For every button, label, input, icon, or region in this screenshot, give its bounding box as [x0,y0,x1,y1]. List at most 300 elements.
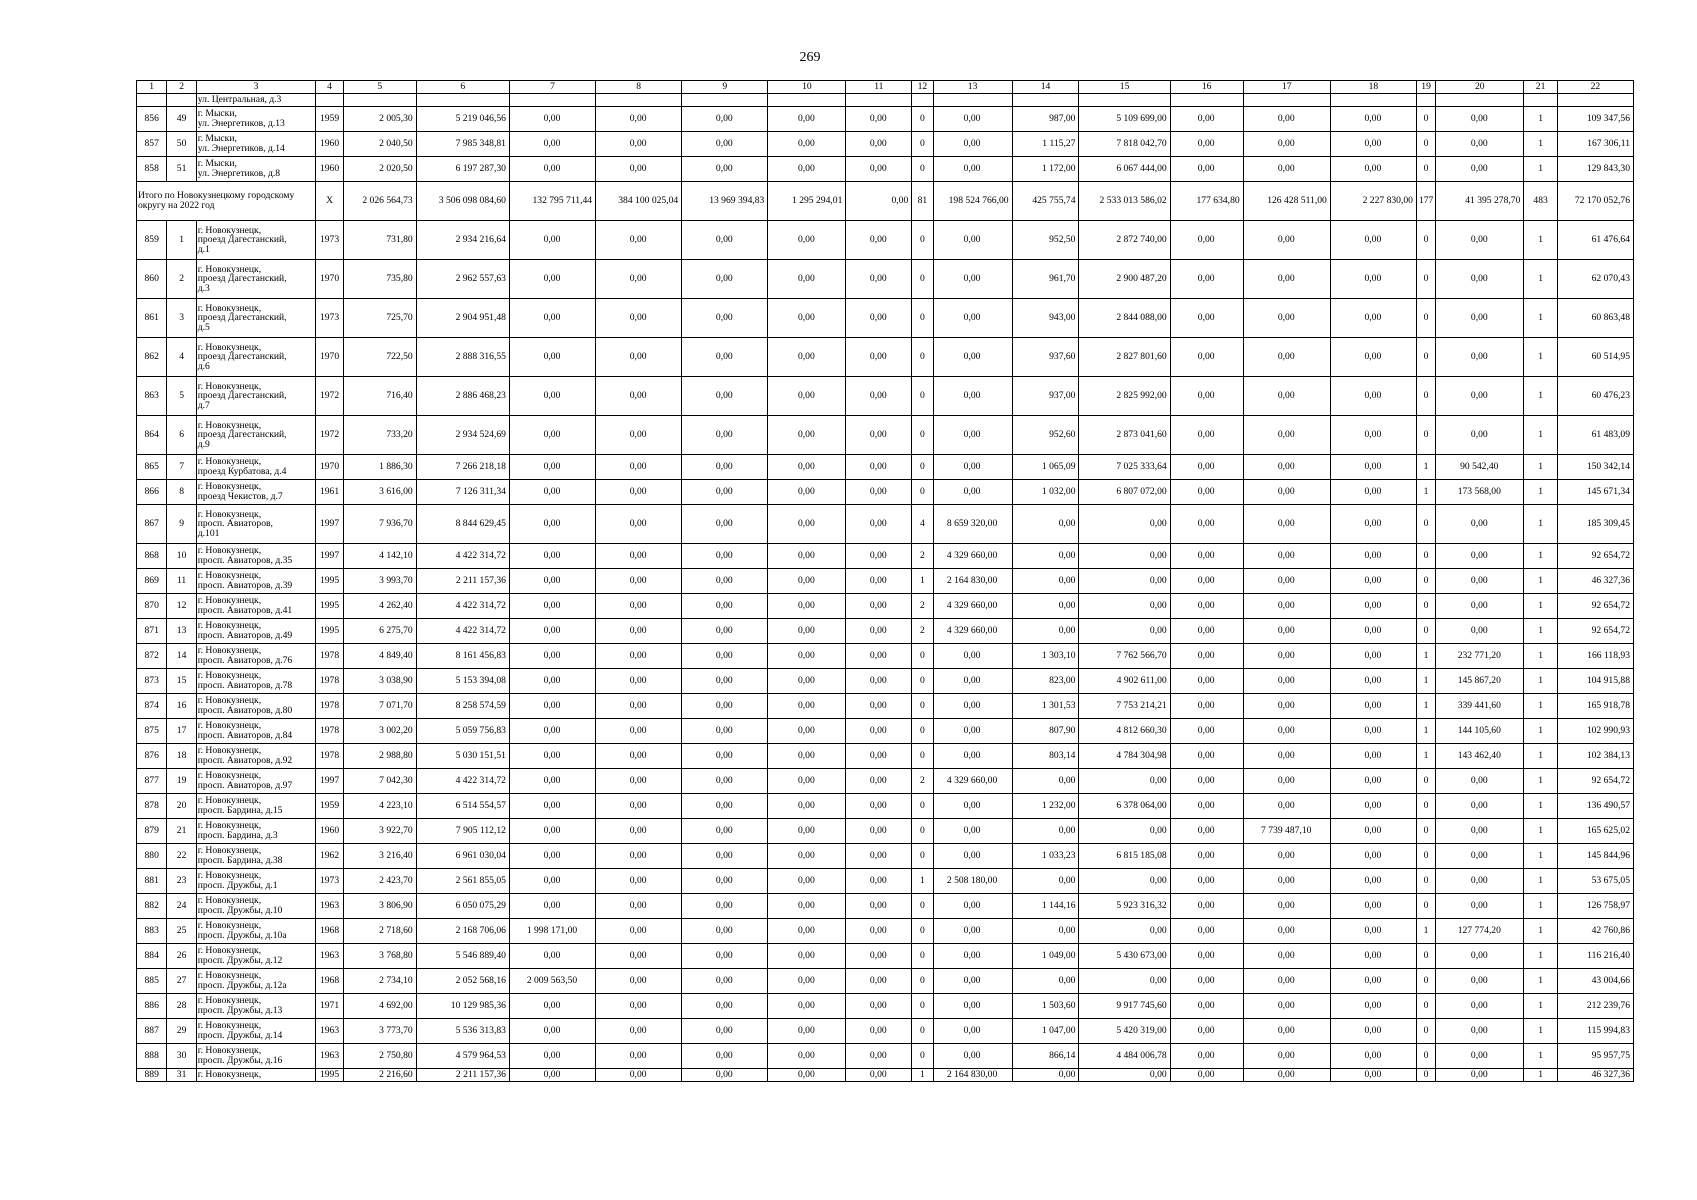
table-cell: 0,00 [1012,869,1079,894]
table-cell: 1 [1524,480,1557,505]
table-cell: 0,00 [846,107,912,132]
table-cell: 0 [1416,794,1435,819]
header-cell: 21 [1524,81,1557,94]
table-cell: 0,00 [1243,1019,1330,1044]
table-cell: 0,00 [682,794,768,819]
table-cell: 0,00 [933,416,1012,455]
table-cell: 1978 [316,694,343,719]
table-cell: 0,00 [846,132,912,157]
table-row [137,619,1634,644]
table-cell: 0,00 [846,377,912,416]
table-cell: 0,00 [596,107,682,132]
table-cell: 1 232,00 [1012,794,1079,819]
table-cell: 0,00 [933,919,1012,944]
table-cell: 4 223,10 [343,794,416,819]
table-cell: 1995 [316,1069,343,1082]
table-cell: 2 020,50 [343,157,416,182]
table-cell: 0,00 [596,416,682,455]
table-row [137,416,1634,455]
table-cell: 0,00 [1012,969,1079,994]
table-cell: 0,00 [933,132,1012,157]
table-cell: 60 514,95 [1557,338,1633,377]
table-cell: 2 988,80 [343,744,416,769]
table-cell: 0,00 [1330,669,1416,694]
table-cell: 3 216,40 [343,844,416,869]
table-cell: 1 [167,221,196,260]
table-cell: 0,00 [1330,221,1416,260]
table-cell: 0,00 [1243,944,1330,969]
table-row [137,569,1634,594]
table-cell: 60 863,48 [1557,299,1633,338]
table-cell: 2 872 740,00 [1079,221,1170,260]
table-cell: 0,00 [933,1019,1012,1044]
table-cell: 20 [167,794,196,819]
table-cell: 177 [1416,182,1435,221]
table-cell: 6 807 072,00 [1079,480,1170,505]
table-cell: 2 750,80 [343,1044,416,1069]
table-cell: 0,00 [596,994,682,1019]
table-cell: 136 490,57 [1557,794,1633,819]
table-cell: 0,00 [1330,869,1416,894]
table-cell: 0,00 [1170,694,1243,719]
table-cell: 6 [167,416,196,455]
table-cell: 7 753 214,21 [1079,694,1170,719]
table-cell: 1 [1416,669,1435,694]
table-cell: 2 [912,544,933,569]
table-cell: 864 [137,416,167,455]
table-row [137,919,1634,944]
header-cell: 17 [1243,81,1330,94]
table-cell: 1963 [316,1019,343,1044]
table-cell: 2 040,50 [343,132,416,157]
table-row [137,132,1634,157]
table-cell: 0,00 [682,1069,768,1082]
table-cell: 0,00 [1330,157,1416,182]
table-cell: 0,00 [1170,455,1243,480]
table-cell: 0,00 [1330,894,1416,919]
table-cell: 115 994,83 [1557,1019,1633,1044]
header-cell: 7 [509,81,595,94]
table-cell: 0,00 [1436,544,1524,569]
table-row [137,594,1634,619]
table-cell: 884 [137,944,167,969]
table-cell: 0 [1416,569,1435,594]
table-cell: 1 [1416,919,1435,944]
table-cell: 0,00 [1243,794,1330,819]
table-cell: 46 327,36 [1557,569,1633,594]
table-cell: 0,00 [596,260,682,299]
table-cell: 0,00 [1436,594,1524,619]
table-cell: 2 827 801,60 [1079,338,1170,377]
table-cell: 2 888 316,55 [416,338,509,377]
table-cell: 22 [167,844,196,869]
table-row [137,157,1634,182]
table-cell: 1970 [316,455,343,480]
table-cell: 0,00 [768,694,846,719]
table-cell: 8 161 456,83 [416,644,509,669]
table-cell: 144 105,60 [1436,719,1524,744]
table-cell: 0 [912,377,933,416]
table-cell: 961,70 [1012,260,1079,299]
table-cell: 872 [137,644,167,669]
table-cell: 1 [1524,221,1557,260]
table-cell: 0,00 [509,221,595,260]
table-cell: 0,00 [1243,157,1330,182]
table-row [137,338,1634,377]
table-cell: 0,00 [846,299,912,338]
table-cell: 7 762 566,70 [1079,644,1170,669]
table-cell: 0,00 [682,455,768,480]
table-cell: 30 [167,1044,196,1069]
table-cell: 735,80 [343,260,416,299]
table-cell: 0,00 [1170,569,1243,594]
table-cell: 0,00 [1170,744,1243,769]
table-cell: 867 [137,505,167,544]
table-cell: 166 118,93 [1557,644,1633,669]
table-cell: 1972 [316,377,343,416]
table-cell: 0,00 [1330,569,1416,594]
table-cell: 0,00 [596,157,682,182]
table-cell: 0,00 [509,299,595,338]
table-cell: 0,00 [509,594,595,619]
table-cell: 0 [912,794,933,819]
table-cell: 5 536 313,83 [416,1019,509,1044]
address-cell: г. Новокузнецк, проезд Дагестанский, д.7 [196,377,316,416]
table-cell: 0,00 [846,769,912,794]
table-cell: 0,00 [933,480,1012,505]
table-cell: 126 758,97 [1557,894,1633,919]
table-cell: 6 815 185,08 [1079,844,1170,869]
table-cell: 0,00 [1436,894,1524,919]
table-cell: 0,00 [1170,1019,1243,1044]
table-cell: 0,00 [1243,221,1330,260]
total-row [137,182,1634,221]
table-cell: 1961 [316,480,343,505]
header-cell: 14 [1012,81,1079,94]
table-cell: 0 [912,455,933,480]
table-cell: 0,00 [1170,299,1243,338]
table-cell: 0,00 [509,869,595,894]
address-cell: г. Новокузнецк, просп. Бардина, д.15 [196,794,316,819]
table-cell: 725,70 [343,299,416,338]
table-cell: 5 546 889,40 [416,944,509,969]
table-row [137,505,1634,544]
table-cell: 0,00 [596,544,682,569]
table-cell: 0,00 [1170,769,1243,794]
address-cell: г. Новокузнецк, просп. Дружбы, д.10а [196,919,316,944]
table-cell: 3 038,90 [343,669,416,694]
table-cell: 4 262,40 [343,594,416,619]
table-cell: 0,00 [1170,944,1243,969]
table-cell: 10 [167,544,196,569]
table-cell: 0,00 [768,794,846,819]
address-cell: г. Новокузнецк, проезд Чекистов, д.7 [196,480,316,505]
table-row [137,299,1634,338]
table-cell: 1 886,30 [343,455,416,480]
table-cell: 8 258 574,59 [416,694,509,719]
address-cell: г. Новокузнецк, проезд Курбатова, д.4 [196,455,316,480]
table-cell: 0,00 [768,894,846,919]
table-cell: 2 962 557,63 [416,260,509,299]
table-cell [933,94,1012,107]
table-cell: 0,00 [846,794,912,819]
address-cell: г. Новокузнецк, просп. Авиаторов, д.39 [196,569,316,594]
table-cell: 0,00 [1330,505,1416,544]
table-cell: 0,00 [509,416,595,455]
table-cell: 0,00 [1330,544,1416,569]
table-cell: 1997 [316,505,343,544]
table-cell: 0,00 [596,694,682,719]
table-cell: 0,00 [1330,744,1416,769]
table-cell: 5 059 756,83 [416,719,509,744]
table-cell: 72 170 052,76 [1557,182,1633,221]
table-cell: 0,00 [1170,844,1243,869]
table-cell: 0,00 [682,694,768,719]
address-cell: г. Новокузнецк, просп. Дружбы, д.16 [196,1044,316,1069]
table-cell: 0,00 [846,994,912,1019]
table-row [137,894,1634,919]
header-cell: 5 [343,81,416,94]
table-cell: 0,00 [933,107,1012,132]
table-cell: 0,00 [1436,338,1524,377]
table-cell: 943,00 [1012,299,1079,338]
table-cell: 1978 [316,744,343,769]
table-cell: 1973 [316,221,343,260]
table-cell: 0,00 [1436,157,1524,182]
address-cell: г. Новокузнецк, просп. Авиаторов, д.80 [196,694,316,719]
table-cell: 0,00 [682,894,768,919]
table-cell: 1995 [316,594,343,619]
table-cell: 0,00 [768,1019,846,1044]
table-cell: 0 [1416,944,1435,969]
table-cell: 0,00 [933,994,1012,1019]
table-cell: 0,00 [1330,480,1416,505]
table-cell: 1 [1524,455,1557,480]
table-cell: 1 [1524,107,1557,132]
table-cell: 0,00 [1330,694,1416,719]
table-cell: 1 [1416,694,1435,719]
table-cell: 0,00 [682,869,768,894]
table-cell: 870 [137,594,167,619]
table-cell: 2 561 855,05 [416,869,509,894]
table-cell: 61 476,64 [1557,221,1633,260]
table-cell: 1997 [316,769,343,794]
table-cell: 0,00 [1243,869,1330,894]
address-cell: г. Новокузнецк, проезд Дагестанский, д.5 [196,299,316,338]
table-cell: 0,00 [1170,644,1243,669]
table-cell: 866 [137,480,167,505]
table-cell [1557,94,1633,107]
table-cell: 874 [137,694,167,719]
table-cell [1170,94,1243,107]
table-cell: 9 917 745,60 [1079,994,1170,1019]
table-cell: 0,00 [846,819,912,844]
address-cell: г. Мыски, ул. Энергетиков, д.13 [196,107,316,132]
table-cell: 6 378 064,00 [1079,794,1170,819]
table-cell: 862 [137,338,167,377]
table-cell: 0,00 [1243,260,1330,299]
table-cell: 0,00 [1079,505,1170,544]
table-cell: 0,00 [1079,544,1170,569]
table-cell: 0,00 [768,744,846,769]
table-cell: 0,00 [1330,769,1416,794]
address-cell: г. Новокузнецк, просп. Авиаторов, д.101 [196,505,316,544]
table-row [137,544,1634,569]
table-cell: 889 [137,1069,167,1082]
table-cell: 0,00 [1243,644,1330,669]
table-cell [1243,94,1330,107]
table-cell: 1968 [316,969,343,994]
table-cell: 865 [137,455,167,480]
table-cell: 1968 [316,919,343,944]
table-cell: 0,00 [1436,619,1524,644]
table-cell: 165 625,02 [1557,819,1633,844]
table-cell: 0,00 [1330,299,1416,338]
table-cell: 0,00 [596,944,682,969]
table-row [137,221,1634,260]
table-cell: 3 993,70 [343,569,416,594]
table-cell: 0,00 [1170,719,1243,744]
table-cell: 0,00 [1079,569,1170,594]
table-cell: 1 [1416,455,1435,480]
table-cell: 4 329 660,00 [933,619,1012,644]
header-cell: 18 [1330,81,1416,94]
table-cell: 1 [1524,919,1557,944]
table-cell: 0 [912,994,933,1019]
table-cell: 0,00 [1330,944,1416,969]
table-cell: 150 342,14 [1557,455,1633,480]
table-cell: 0,00 [1330,1019,1416,1044]
table-cell: 0,00 [509,669,595,694]
address-cell: г. Новокузнецк, просп. Авиаторов, д.84 [196,719,316,744]
table-cell: 0 [1416,416,1435,455]
table-cell: 0 [912,969,933,994]
table-cell: 0,00 [509,844,595,869]
table-cell: 0,00 [846,416,912,455]
table-cell: 0,00 [933,644,1012,669]
table-row [137,260,1634,299]
header-cell: 20 [1436,81,1524,94]
table-cell: 0,00 [846,644,912,669]
table-cell: 0,00 [682,544,768,569]
table-cell: 0,00 [1436,505,1524,544]
table-cell: 0,00 [682,107,768,132]
table-cell: 0,00 [596,744,682,769]
table-cell: 0,00 [596,644,682,669]
table-cell: 1 [1524,569,1557,594]
table-cell: 952,50 [1012,221,1079,260]
address-cell: г. Новокузнецк, просп. Дружбы, д.1 [196,869,316,894]
table-cell: 0 [1416,299,1435,338]
table-cell: 0,00 [596,619,682,644]
table-cell: 42 760,86 [1557,919,1633,944]
table-cell: 0 [912,694,933,719]
table-cell: 0,00 [1330,919,1416,944]
table-cell: 0,00 [509,719,595,744]
table-cell: 0,00 [596,794,682,819]
table-cell: 876 [137,744,167,769]
table-cell: 0,00 [846,221,912,260]
table-cell: 0,00 [1170,794,1243,819]
table-cell: 1970 [316,338,343,377]
table-cell: 4 142,10 [343,544,416,569]
table-cell: 0,00 [1243,744,1330,769]
table-cell: 858 [137,157,167,182]
table-cell: 109 347,56 [1557,107,1633,132]
table-cell: 0 [1416,1044,1435,1069]
table-cell: 1 [1524,619,1557,644]
table-cell: 1 [1524,669,1557,694]
table-cell: 0,00 [933,455,1012,480]
table-cell: 2 211 157,36 [416,569,509,594]
table-cell: 12 [167,594,196,619]
table-cell: 733,20 [343,416,416,455]
table-cell: 0,00 [1079,769,1170,794]
table-cell: 866,14 [1012,1044,1079,1069]
header-cell: 3 [196,81,316,94]
table-cell: 4 902 611,00 [1079,669,1170,694]
table-cell: 0,00 [509,644,595,669]
table-cell: 0,00 [768,221,846,260]
table-cell: 4 422 314,72 [416,619,509,644]
table-cell: 0,00 [768,644,846,669]
table-cell: 0 [912,132,933,157]
table-cell: 0,00 [1330,132,1416,157]
table-cell: 0,00 [1243,994,1330,1019]
table-cell: 145 671,34 [1557,480,1633,505]
table-cell: 1 [1524,794,1557,819]
address-cell: г. Новокузнецк, проезд Дагестанский, д.3 [196,260,316,299]
table-cell: 1 [1524,1044,1557,1069]
table-cell: 0,00 [768,107,846,132]
table-cell: 0,00 [1170,869,1243,894]
address-cell: ул. Центральная, д.3 [196,94,316,107]
table-cell: 3 773,70 [343,1019,416,1044]
table-cell [1079,94,1170,107]
table-cell: 0,00 [1243,619,1330,644]
table-cell: 0,00 [768,505,846,544]
table-cell: 92 654,72 [1557,594,1633,619]
table-cell: 0,00 [596,1069,682,1082]
table-cell: 0,00 [509,505,595,544]
address-cell: г. Новокузнецк, просп. Авиаторов, д.78 [196,669,316,694]
table-cell: 1 [1524,719,1557,744]
table-cell: 0,00 [1243,1069,1330,1082]
table-cell: 145 844,96 [1557,844,1633,869]
table-cell: 1 [1524,338,1557,377]
table-cell: 0,00 [1170,669,1243,694]
table-cell: 1 115,27 [1012,132,1079,157]
table-cell: 880 [137,844,167,869]
table-cell: 807,90 [1012,719,1079,744]
table-cell: 0 [912,894,933,919]
table-cell: 0,00 [768,299,846,338]
table-cell: 2 844 088,00 [1079,299,1170,338]
table-cell: 0 [1416,544,1435,569]
table-cell: 0,00 [933,260,1012,299]
table-cell: 1 [1524,944,1557,969]
table-cell: 81 [912,182,933,221]
table-cell: 0,00 [509,1069,595,1082]
table-cell: 0,00 [1436,569,1524,594]
table-cell: 212 239,76 [1557,994,1633,1019]
table-cell: 1995 [316,619,343,644]
table-cell: 5 [167,377,196,416]
table-cell: 0,00 [846,544,912,569]
table-cell: 0,00 [1170,107,1243,132]
table-cell: 0,00 [1012,819,1079,844]
table-cell: 0,00 [768,944,846,969]
